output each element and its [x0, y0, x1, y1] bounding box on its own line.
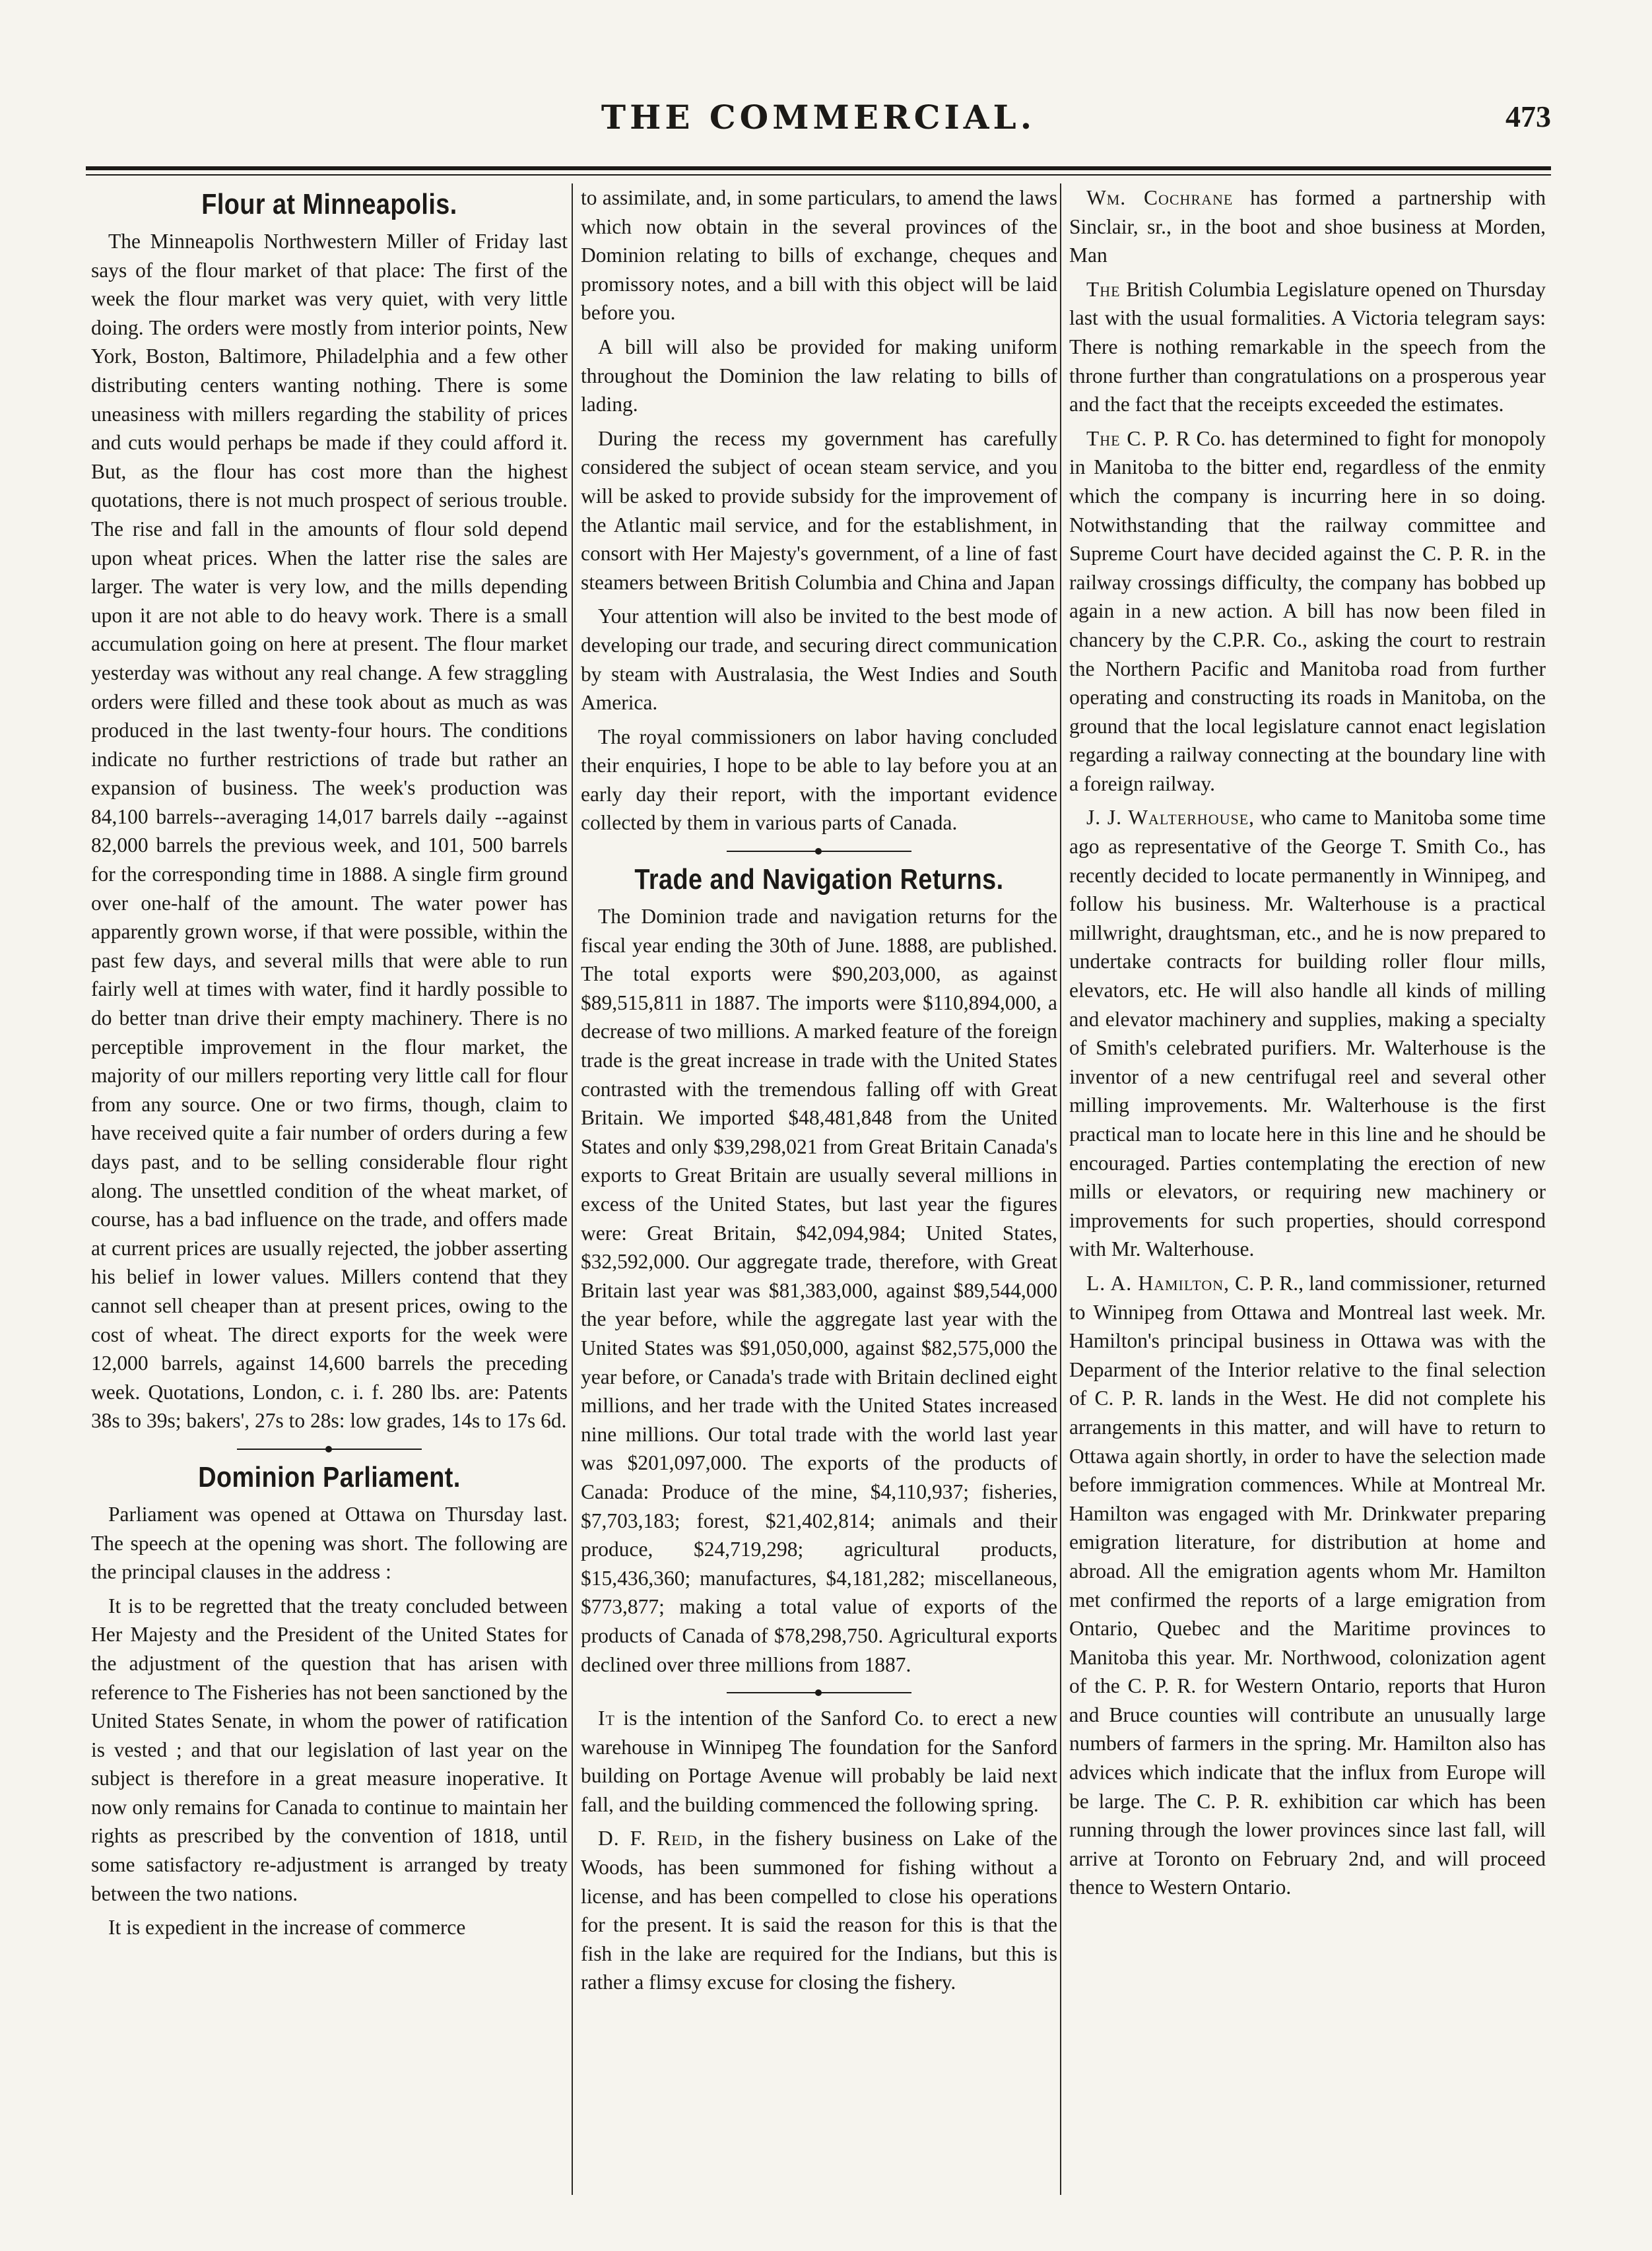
- lead-in: Wm. Cochrane: [1086, 186, 1234, 209]
- column-rule: [572, 183, 573, 2195]
- item-text: Co. has determined to fight for monopoly in Manitoba to the bitter end, regardless of the enmity which the company is incurring here in so doing. Notwithstanding that the railway committee and Supreme Court have decided against the C. P. R. in the railway crossings difficulty, the company has bobbed up again in a new action. A bill has now been filed in chancery by the C.P.R. Co., asking the court to restrain the Northern Pacific and Manitoba road from further operating and constructing its roads in Manitoba, on the ground that the local legislature cannot enact legislation regarding a railway connecting at the boundary line with a foreign railway.: [1069, 426, 1546, 795]
- section-divider: [727, 1689, 911, 1696]
- parliament-paragraph: A bill will also be provided for making uniform throughout the Dominion the law relating to bills of lading.: [581, 335, 1057, 416]
- news-item-walterhouse: [1069, 803, 1546, 1264]
- news-item-sanford: [581, 1704, 1057, 1819]
- masthead: [86, 92, 1551, 152]
- item-text: British Columbia Legislature opened on Thursday last with the usual formalities. A Victoria telegram says: There is nothing remarkable in the speech from the throne further than congratulations on a prosperous year and the fact that the receipts exceeded the estimates.: [1069, 277, 1546, 416]
- news-item-hamilton: [1069, 1269, 1546, 1902]
- news-item-bc-legislature: [1069, 275, 1546, 419]
- page-number: 473: [1505, 100, 1551, 133]
- lead-in: L. A. Hamilton,: [1086, 1271, 1230, 1295]
- parliament-paragraph: Parliament was opened at Ottawa on Thursday last. The speech at the opening was short. The following are the principal clauses in the address :: [91, 1502, 568, 1584]
- article-title-flour: Flour at Minneapolis.: [201, 188, 457, 220]
- lead-in: It: [598, 1707, 615, 1730]
- parliament-paragraph: It is expedient in the increase of commerce: [108, 1916, 466, 1940]
- item-text: is the intention of the Sanford Co. to erect a new warehouse in Winnipeg The foundation for the Sanford building on Portage Avenue will probably be laid next fall, and the building commenced the following spring.: [581, 1707, 1057, 1816]
- parliament-paragraph: Your attention will also be invited to the best mode of developing our trade, and securing direct communication by steam with Australasia, the West Indies and South America.: [581, 604, 1057, 715]
- newspaper-title: THE COMMERCIAL.: [601, 98, 1036, 137]
- lead-in: J. J. Walterhouse,: [1086, 806, 1255, 830]
- lead-in: The C. P. R: [1086, 426, 1191, 450]
- masthead-rule: [86, 166, 1551, 170]
- item-text: who came to Manitoba some time ago as representative of the George T. Smith Co., has recently decided to locate permanently in Winnipeg, and follow his business. Mr. Walterhouse is a practical millwright, draughtsman, etc., and he is now prepared to undertake contracts for building roller flour mills, elevators, etc. He will also handle all kinds of milling and elevator machinery and supplies, making a specialty of Smith's celebrated purifiers. Mr. Walterhouse is the inventor of a new centrifugal reel and several other milling improvements. Mr. Walterhouse is the first practical man to locate here in this line and he should be encouraged. Parties contemplating the erection of new mills or elevators, or requiring new machinery or improvements for such properties, should correspond with Mr. Walterhouse.: [1069, 806, 1546, 1261]
- column-3: [1069, 183, 1546, 2196]
- item-text: has formed a partnership with Sinclair, sr., in the boot and shoe business at Morden, Man: [1069, 186, 1546, 267]
- lead-in: The: [1086, 277, 1121, 301]
- masthead-rule-thin: [86, 174, 1551, 176]
- column-1: [91, 183, 568, 2196]
- news-item-cochrane: [1069, 183, 1546, 270]
- news-item-reid: [581, 1824, 1057, 1997]
- lead-in: D. F. Reid,: [598, 1827, 704, 1850]
- section-divider: [727, 848, 911, 855]
- column-2: [581, 183, 1057, 2196]
- article-title-parliament: Dominion Parliament.: [198, 1460, 461, 1493]
- article-body-trade: The Dominion trade and navigation returns for the fiscal year ending the 30th of June. 1888, are published. The total exports were $90,203,000, as against $89,515,811 in 1887. The imports were $110,894,000, a decrease of two millions. A marked feature of the foreign trade is the great increase in trade with the United States contrasted with the tremendous falling off with Great Britain. We imported $48,481,848 from the United States and only $39,298,021 from Great Britain Canada's exports to Great Britain are usually several millions in excess of the United States, but last year the figures were: Great Britain, $42,094,984; United States, $32,592,000. Our aggregate trade, therefore, with Great Britain last year was $81,383,000, against $89,544,000 the year before, while the aggregate last year with the United States was $91,050,000, against $82,575,000 the year before, or Canada's trade with Britain declined eight millions, and her trade with the United States increased nine millions. Our total trade with the world last year was $201,097,000. The exports of the products of Canada: Produce of the mine, $4,110,937; fisheries, $7,703,183; forest, $21,402,814; animals and their produce, $24,719,298; agricultural products, $15,436,360; manufactures, $4,181,282; miscellaneous, $773,877; making a total value of exports of the products of Canada of $78,298,750. Agricultural exports declined over three millions from 1887.: [581, 905, 1057, 1676]
- parliament-paragraph: to assimilate, and, in some particulars, to amend the laws which now obtain in the several provinces of the Dominion relating to bills of exchange, cheques and promissory notes, and a bill with this object will be laid before you.: [581, 186, 1057, 325]
- item-text: C. P. R., land commissioner, returned to Winnipeg from Ottawa and Montreal last week. Mr. Hamilton's principal business in Ottawa was with the Deparment of the Interior relative to the final selection of C. P. R. lands in the West. He did not complete his arrangements in this matter, and will have to return to Ottawa again shortly, in order to have the selection made before immigration commences. While at Montreal Mr. Hamilton was engaged with Mr. Drinkwater preparing emigration literature, for distribution at home and abroad. All the emigration agents whom Mr. Hamilton met confirmed the reports of a large emigration from Ontario, Quebec and the Maritime provinces to Manitoba this year. Mr. Northwood, colonization agent of the C. P. R. for Western Ontario, reports that Huron and Bruce counties will contribute an unusually large numbers of farmers in the spring. Mr. Hamilton also has advices which indicate that the influx from Europe will be large. The C. P. R. exhibition car which has been running through the lower provinces since last fall, will arrive at Toronto on February 2nd, and will proceed thence to Western Ontario.: [1069, 1271, 1546, 1899]
- parliament-paragraph: During the recess my government has carefully considered the subject of ocean steam service, and you will be asked to provide subsidy for the improvement of the Atlantic mail service, and for the establishment, in consort with Her Majesty's government, of a line of fast steamers between British Columbia and China and Japan: [581, 426, 1057, 594]
- news-item-cpr: [1069, 424, 1546, 799]
- column-rule: [1060, 183, 1061, 2195]
- parliament-paragraph: The royal commissioners on labor having concluded their enquiries, I hope to be able to lay before you at an early day their report, with the important evidence collected by them in various parts of Canada.: [581, 725, 1057, 835]
- item-text: in the fishery business on Lake of the Woods, has been summoned for fishing without a license, and has been compelled to close his operations for the present. It is said the reason for this is that the fish in the lake are required for the Indians, but this is rather a flimsy excuse for closing the fishery.: [581, 1827, 1057, 1994]
- article-title-trade: Trade and Navigation Returns.: [634, 863, 1004, 896]
- parliament-paragraph: It is to be regretted that the treaty concluded between Her Majesty and the President of the United States for the adjustment of the question that has arisen with reference to The Fisheries has not been sanctioned by the United States Senate, in whom the power of ratification is vested ; and that our legislation of last year on the subject is therefore in a great measure inoperative. It now only remains for Canada to continue to maintain her rights as prescribed by the convention of 1818, until some satisfactory re-adjustment is arranged by treaty between the two nations.: [91, 1594, 568, 1905]
- section-divider: [237, 1446, 422, 1452]
- article-body-flour: The Minneapolis Northwestern Miller of Friday last says of the flour market of that place: The first of the week the flour market was very quiet, with very little doing. The orders were mostly from interior points, New York, Boston, Baltimore, Philadelphia and a few other distributing centers wanting nothing. There is some uneasiness with millers regarding the stability of prices and cuts would perhaps be made if they could afford it. But, as the flour has cost more than the highest quotations, there is not much prospect of serious trouble. The rise and fall in the amounts of flour sold depend upon wheat prices. When the latter rise the sales are larger. The water is very low, and the mills depending upon it are not able to do heavy work. There is a small accumulation going on here at present. The flour market yesterday was without any real change. A few straggling orders were filled and these took about as much as was produced in the last twenty-four hours. The conditions indicate no further restrictions of trade but rather an expansion of business. The week's production was 84,100 barrels--averaging 14,017 barrels daily --against 82,000 barrels the previous week, and 101, 500 barrels for the corresponding time in 1888. A single firm ground over one-half of the amount. The water power has apparently grown worse, if that were possible, within the past few days, and several mills that were able to run fairly well at times with water, find it hardly possible to do better tnan drive their empty machinery. There is no perceptible improvement in the flour market, the majority of our millers reporting very little call for flour from any source. One or two firms, though, claim to have received quite a fair number of orders during a few days past, and to be selling considerable flour right along. The unsettled condition of the wheat market, of course, has a bad influence on the trade, and offers made at current prices are usually rejected, the jobber asserting his belief in lower values. Millers contend that they cannot sell cheaper than at present prices, owing to the cost of wheat. The direct exports for the week were 12,000 barrels, against 14,600 barrels the preceding week. Quotations, London, c. i. f. 280 lbs. are: Patents 38s to 39s; bakers', 27s to 28s: low grades, 14s to 17s 6d.: [91, 230, 568, 1433]
